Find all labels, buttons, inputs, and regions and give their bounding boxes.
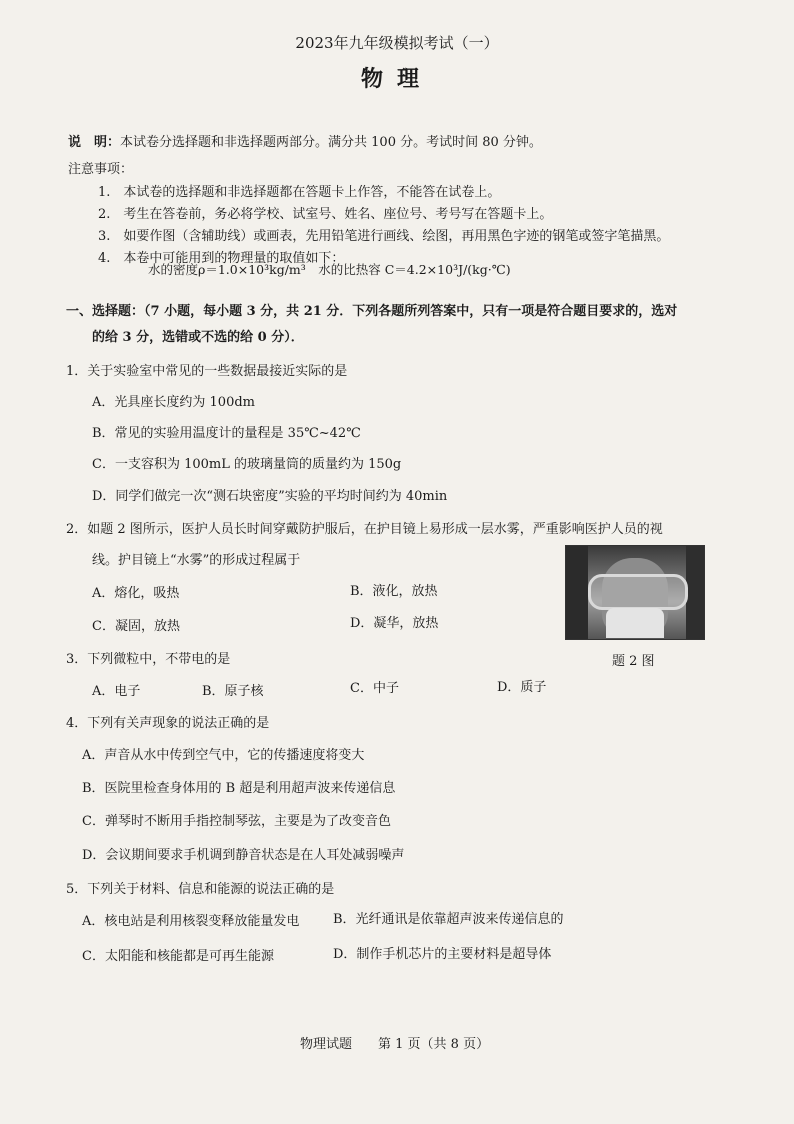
figure-caption: 题 2 图 bbox=[612, 654, 655, 669]
option-a: A．声音从水中传到空气中，它的传播速度将变大 bbox=[82, 748, 365, 763]
option-a: A．核电站是利用核裂变释放能量发电 bbox=[82, 914, 300, 929]
option-d: D．凝华，放热 bbox=[350, 616, 439, 631]
notes-label: 注意事项： bbox=[68, 162, 134, 177]
physical-constants: 水的密度ρ＝1.0×10³kg/m³ 水的比热容 C＝4.2×10³J/(kg·℃) bbox=[148, 262, 511, 277]
option-d: D．质子 bbox=[497, 680, 547, 695]
option-c: C．中子 bbox=[350, 681, 399, 696]
section-title: 一、选择题：（7 小题，每小题 3 分，共 21 分．下列各题所列答案中，只有一项是符合题目要求的，选对 bbox=[66, 304, 678, 319]
option-b: B．液化，放热 bbox=[350, 584, 438, 599]
option-d: D．制作手机芯片的主要材料是超导体 bbox=[333, 947, 552, 962]
option-d: D．同学们做完一次“测石块密度”实验的平均时间约为 40min bbox=[92, 489, 448, 504]
option-b: B．常见的实验用温度计的量程是 35℃~42℃ bbox=[92, 426, 361, 441]
subject-title: 物理 bbox=[360, 66, 433, 92]
section-title-cont: 的给 3 分，选错或不选的给 0 分）． bbox=[92, 330, 304, 345]
question-stem: 1．关于实验室中常见的一些数据最接近实际的是 bbox=[66, 364, 348, 379]
medical-worker-goggles-photo bbox=[565, 545, 705, 640]
instructions-label: 说 明： bbox=[68, 135, 121, 150]
question-stem: 4．下列有关声现象的说法正确的是 bbox=[66, 716, 270, 731]
note-item: 2. 考生在答卷前，务必将学校、试室号、姓名、座位号、考号写在答题卡上。 bbox=[98, 207, 553, 222]
option-b: B．光纤通讯是依靠超声波来传递信息的 bbox=[333, 912, 564, 927]
note-item: 3. 如要作图（含辅助线）或画表，先用铅笔进行画线、绘图，再用黑色字迹的钢笔或签字笔描黑。 bbox=[98, 229, 670, 244]
page-footer: 物理试题 第 1 页（共 8 页） bbox=[300, 1037, 490, 1052]
question-stem: 2．如题 2 图所示，医护人员长时间穿戴防护服后，在护目镜上易形成一层水雾，严重影响医护人员的视 bbox=[66, 522, 663, 537]
option-c: C．凝固，放热 bbox=[92, 619, 180, 634]
option-c: C．一支容积为 100mL 的玻璃量筒的质量约为 150g bbox=[92, 457, 402, 472]
option-d: D．会议期间要求手机调到静音状态是在人耳处减弱噪声 bbox=[82, 848, 405, 863]
option-a: A．电子 bbox=[92, 684, 141, 699]
option-a: A．光具座长度约为 100dm bbox=[92, 395, 255, 410]
question-stem: 5．下列关于材料、信息和能源的说法正确的是 bbox=[66, 882, 335, 897]
option-b: B．医院里检查身体用的 B 超是利用超声波来传递信息 bbox=[82, 781, 396, 796]
note-item: 1. 本试卷的选择题和非选择题都在答题卡上作答，不能答在试卷上。 bbox=[98, 185, 501, 200]
option-c: C．太阳能和核能都是可再生能源 bbox=[82, 949, 274, 964]
instructions-text: 本试卷分选择题和非选择题两部分。满分共 100 分。考试时间 80 分钟。 bbox=[120, 135, 542, 150]
note-item: 4. 本卷中可能用到的物理量的取值如下： bbox=[98, 251, 345, 266]
option-c: C．弹琴时不断用手指控制琴弦，主要是为了改变音色 bbox=[82, 814, 391, 829]
exam-title: 2023年九年级模拟考试（一） bbox=[295, 34, 499, 52]
option-a: A．熔化，吸热 bbox=[92, 586, 180, 601]
option-b: B．原子核 bbox=[202, 684, 264, 699]
instructions-line bbox=[68, 131, 542, 150]
question-stem: 3．下列微粒中，不带电的是 bbox=[66, 652, 231, 667]
question-stem-cont: 线。护目镜上“水雾”的形成过程属于 bbox=[92, 553, 301, 568]
